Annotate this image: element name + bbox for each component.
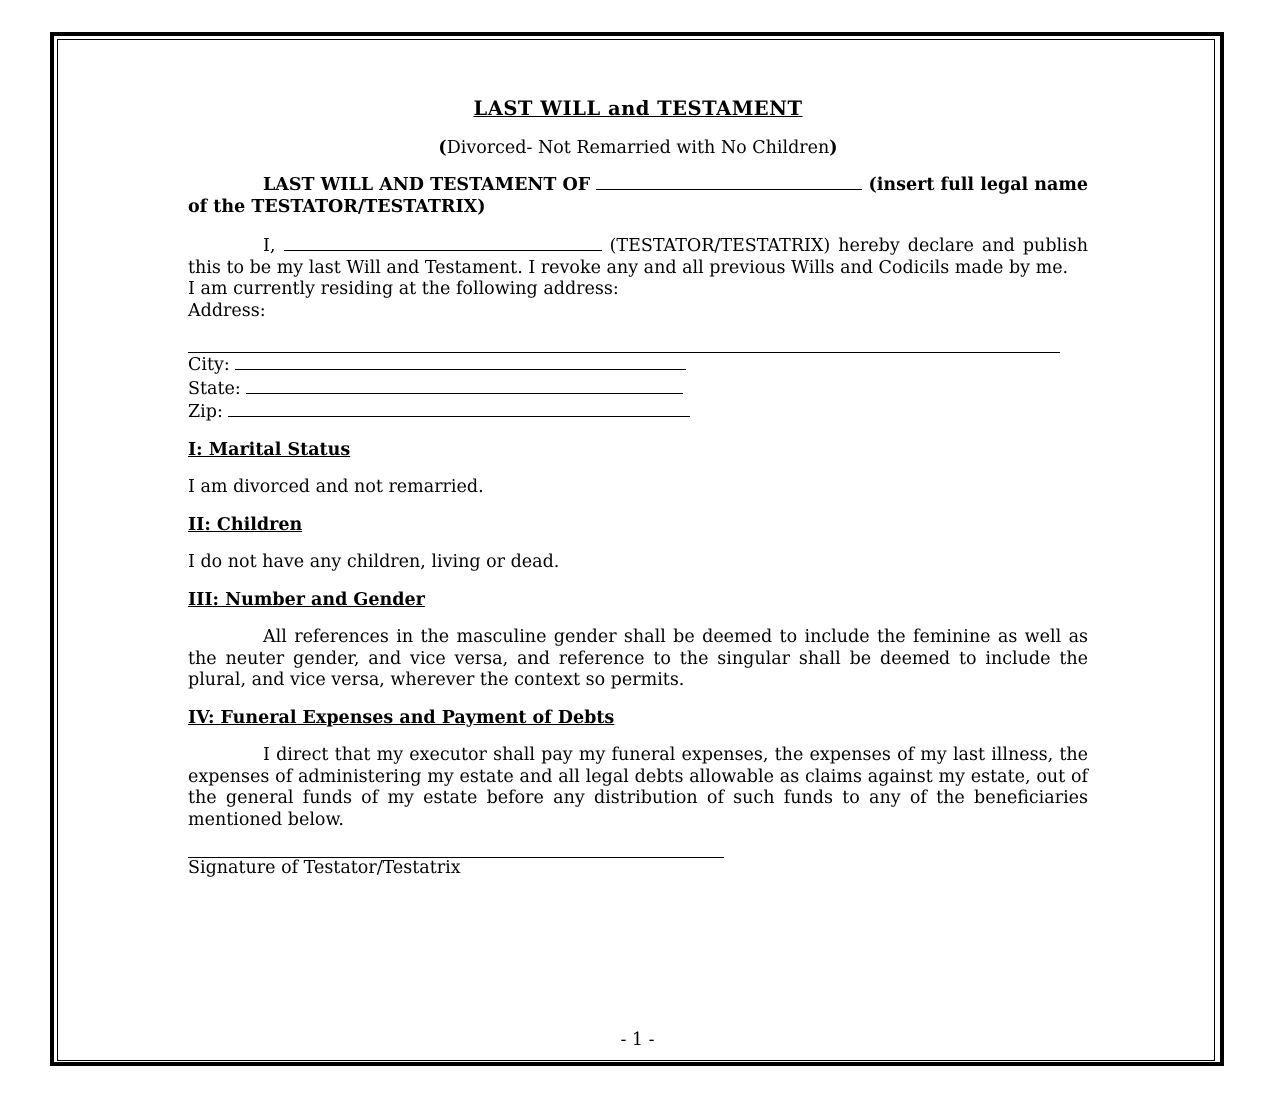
state-blank — [246, 377, 683, 394]
section-body-children: I do not have any children, living or dead. — [188, 552, 560, 572]
section-heading-children: II: Children — [188, 514, 303, 535]
city-line — [188, 353, 1088, 377]
declaration-paragraph — [188, 234, 1088, 279]
state-label: State: — [188, 378, 241, 399]
city-blank — [235, 353, 686, 370]
subtitle-text: Divorced- Not Remarried with No Children — [446, 137, 830, 158]
intro-prefix: LAST WILL AND TESTAMENT OF — [263, 175, 591, 195]
declaration-role: (TESTATOR/TESTATRIX) — [609, 236, 831, 256]
city-label: City: — [188, 355, 230, 375]
zip-blank — [228, 400, 690, 417]
section-heading-marital-status: I: Marital Status — [188, 439, 351, 460]
declaration-text: hereby declare and publish this to be my last Will and Testament. I revoke any and all previous Wills and Codicils made by me. — [188, 236, 1088, 278]
page-number: - 1 - — [620, 1030, 655, 1050]
section-heading-number-gender: III: Number and Gender — [188, 589, 425, 610]
document-body — [188, 98, 1088, 880]
document-subtitle — [188, 138, 1088, 160]
zip-label: Zip: — [188, 402, 223, 422]
signature-label: Signature of Testator/Testatrix — [188, 858, 461, 878]
subtitle-close-paren: ) — [829, 137, 838, 158]
section-body-funeral-debts: I direct that my executor shall pay my funeral expenses, the expenses of my last illness, the expenses of administering my estate and all legal debts allowable as claims against my estate, out of the general funds of my estate before any distribution of such funds to any of the beneficiaries mentioned below. — [188, 745, 1088, 830]
state-line — [188, 377, 1088, 401]
section-heading-funeral-debts: IV: Funeral Expenses and Payment of Debts — [188, 707, 615, 728]
intro-paragraph — [188, 173, 1088, 218]
declaration-prefix: I, — [263, 236, 276, 256]
declarant-name-blank — [284, 234, 602, 251]
section-body-marital-status: I am divorced and not remarried. — [188, 477, 484, 497]
subtitle-open-paren: ( — [438, 137, 447, 158]
document-title: LAST WILL and TESTAMENT — [473, 97, 803, 120]
section-body-number-gender: All references in the masculine gender shall be deemed to include the feminine as well as the neuter gender, and vice versa, and reference to the singular shall be deemed to include the plural, and vice versa, wherever the context so permits. — [188, 627, 1088, 690]
intro-suffix: (insert full legal name of the TESTATOR/TESTATRIX) — [188, 175, 1089, 217]
residence-line: I am currently residing at the following address: — [188, 279, 619, 299]
address-label: Address: — [188, 300, 266, 321]
zip-line — [188, 400, 1088, 424]
testator-name-blank — [596, 173, 862, 190]
